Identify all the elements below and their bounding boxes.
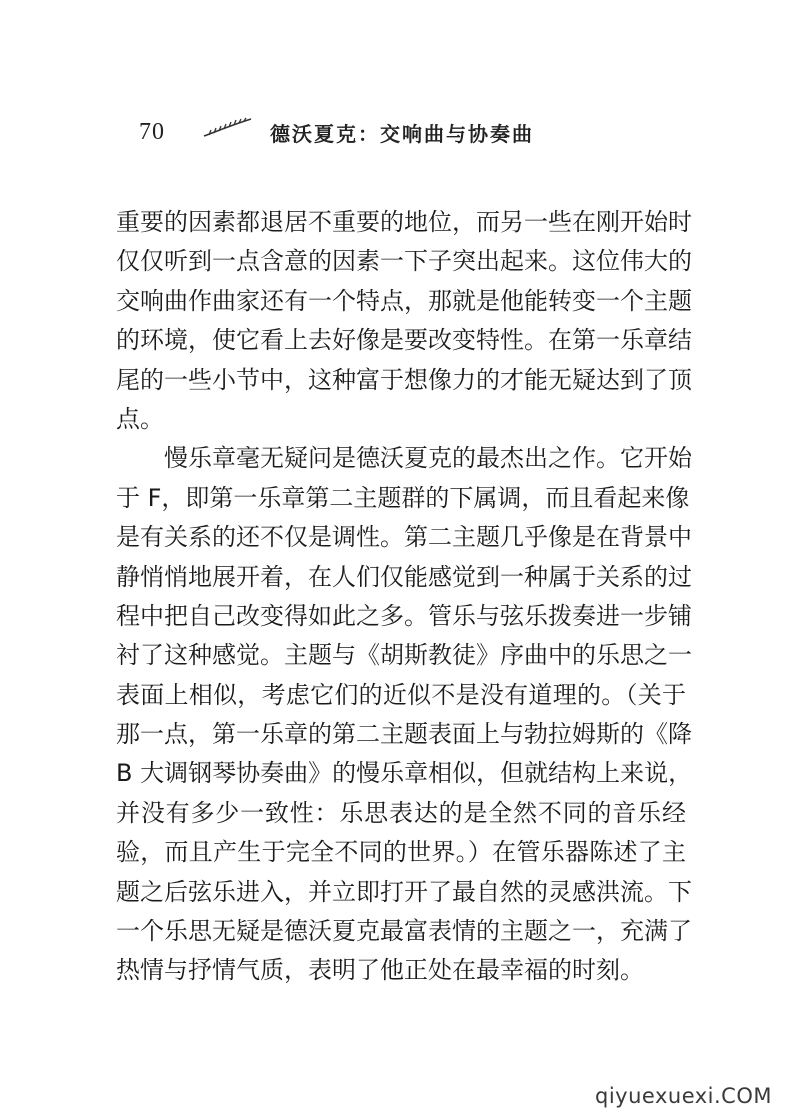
text-line: 静悄悄地展开着，在人们仅能感觉到一种属于关系的过 xyxy=(116,562,692,591)
running-header-title: 德沃夏克：交响曲与协奏曲 xyxy=(270,122,534,146)
body-text xyxy=(116,203,693,991)
text-line: 点。 xyxy=(116,404,164,433)
text-line: 验，而且产生于完全不同的世界。）在管乐器陈述了主 xyxy=(116,838,686,867)
text-line: 衬了这种感觉。主题与《胡斯教徒》序曲中的乐思之一 xyxy=(116,641,692,670)
header-ornament-icon xyxy=(203,116,253,140)
text-line: 表面上相似，考虑它们的近似不是没有道理的。（关于 xyxy=(116,680,686,709)
paragraph-2 xyxy=(116,439,693,990)
text-line: 交响曲作曲家还有一个特点，那就是他能转变一个主题 xyxy=(116,286,692,315)
text-line: 慢乐章毫无疑问是德沃夏克的最杰出之作。它开始 xyxy=(164,444,692,473)
text-line: 于 F，即第一乐章第二主题群的下属调，而且看起来像 xyxy=(116,483,690,512)
text-line: 热情与抒情气质，表明了他正处在最幸福的时刻。 xyxy=(116,956,644,985)
text-line: 那一点，第一乐章的第二主题表面上与勃拉姆斯的《降 xyxy=(116,720,692,749)
text-line: B 大调钢琴协奏曲》的慢乐章相似，但就结构上来说， xyxy=(116,759,693,788)
text-line: 程中把自己改变得如此之多。管乐与弦乐拨奏进一步铺 xyxy=(116,601,692,630)
text-line: 尾的一些小节中，这种富于想像力的才能无疑达到了顶 xyxy=(116,365,692,394)
watermark: qiyuexuexi.COM xyxy=(595,1084,772,1108)
paragraph-1 xyxy=(116,203,692,439)
text-line: 重要的因素都退居不重要的地位，而另一些在刚开始时 xyxy=(116,208,692,236)
text-line: 一个乐思无疑是德沃夏克最富表情的主题之一，充满了 xyxy=(116,917,692,946)
page-number: 70 xyxy=(139,119,165,145)
text-line: 并没有多少一致性：乐思表达的是全然不同的音乐经 xyxy=(116,798,686,827)
text-line: 的环境，使它看上去好像是要改变特性。在第一乐章结 xyxy=(116,326,692,355)
text-line: 仅仅听到一点含意的因素一下子突出起来。这位伟大的 xyxy=(116,247,692,276)
text-line: 是有关系的还不仅是调性。第二主题几乎像是在背景中 xyxy=(116,523,692,552)
text-line: 题之后弦乐进入，并立即打开了最自然的灵感洪流。下 xyxy=(116,877,692,906)
